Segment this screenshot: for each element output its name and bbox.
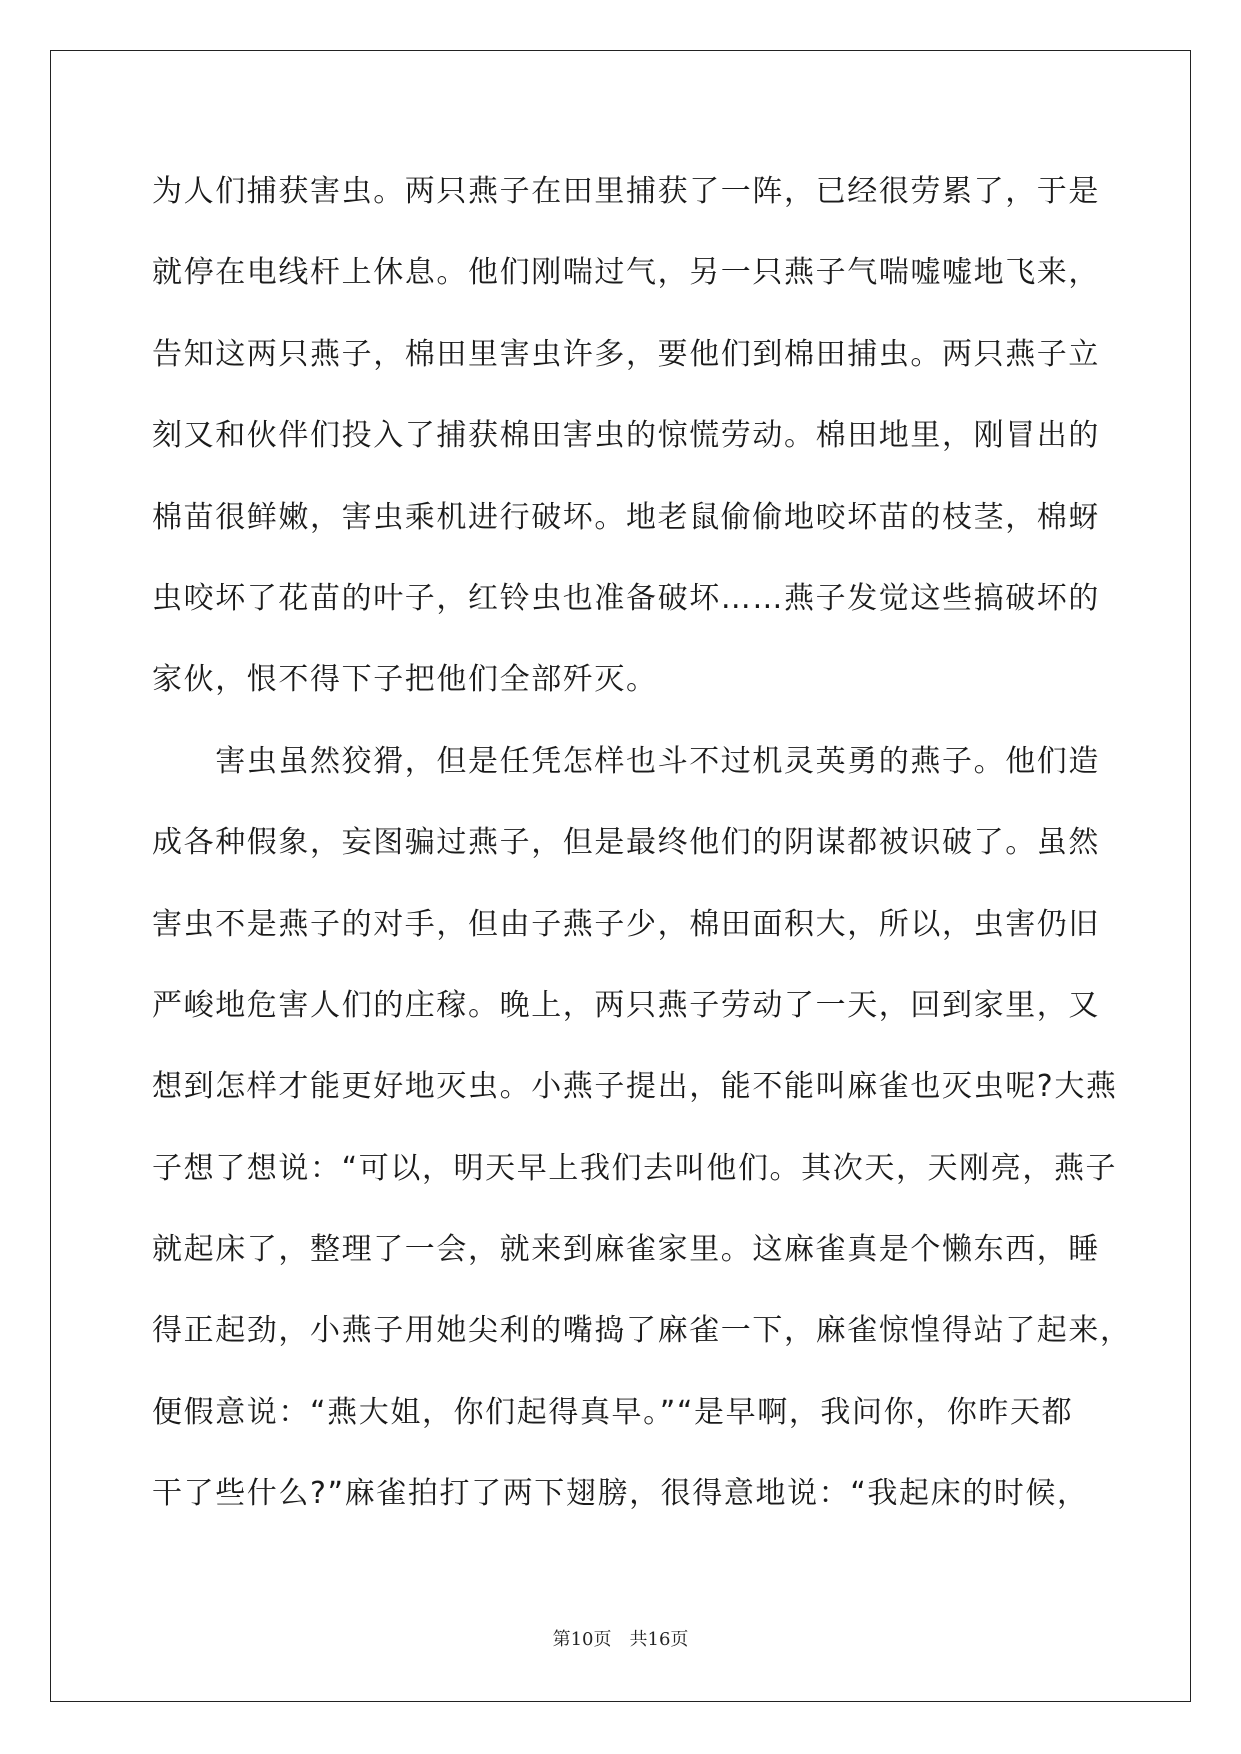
text-line: 害虫不是燕子的对手，但由子燕子少，棉田面积大，所以，虫害仍旧	[152, 906, 1100, 942]
text-line: 严峻地危害人们的庄稼。晚上，两只燕子劳动了一天，回到家里，又	[152, 987, 1100, 1023]
text-line: 就停在电线杆上休息。他们刚喘过气，另一只燕子气喘嘘嘘地飞来，	[152, 255, 1100, 291]
text-line: 刻又和伙伴们投入了捕获棉田害虫的惊慌劳动。棉田地里，刚冒出的	[152, 418, 1100, 454]
page-number-footer: 第10页 共16页	[552, 1629, 689, 1650]
text-line: 棉苗很鲜嫩，害虫乘机进行破坏。地老鼠偷偷地咬坏苗的枝茎，棉蚜	[152, 499, 1100, 535]
text-line: 想到怎样才能更好地灭虫。小燕子提出，能不能叫麻雀也灭虫呢?大燕	[152, 1069, 1118, 1105]
text-line: 害虫虽然狡猾，但是任凭怎样也斗不过机灵英勇的燕子。他们造	[152, 743, 1100, 779]
text-line: 虫咬坏了花苗的叶子，红铃虫也准备破坏……燕子发觉这些搞破坏的	[152, 580, 1100, 616]
text-line: 家伙，恨不得下子把他们全部歼灭。	[152, 662, 658, 698]
text-line: 告知这两只燕子，棉田里害虫许多，要他们到棉田捕虫。两只燕子立	[152, 336, 1100, 372]
text-line: 子想了想说：“可以，明天早上我们去叫他们。其次天，天刚亮，燕子	[152, 1150, 1118, 1186]
text-line: 就起床了，整理了一会，就来到麻雀家里。这麻雀真是个懒东西，睡	[152, 1232, 1100, 1268]
document-body	[152, 164, 1132, 1548]
text-line: 得正起劲，小燕子用她尖利的嘴捣了麻雀一下，麻雀惊惶得站了起来，	[152, 1313, 1132, 1349]
text-line: 成各种假象，妄图骗过燕子，但是最终他们的阴谋都被识破了。虽然	[152, 825, 1100, 861]
text-line: 为人们捕获害虫。两只燕子在田里捕获了一阵，已经很劳累了，于是	[152, 174, 1100, 209]
text-line: 干了些什么?”麻雀拍打了两下翅膀，很得意地说：“我起床的时候，	[152, 1476, 1089, 1512]
text-line: 便假意说：“燕大姐，你们起得真早。”“是早啊，我问你，你昨天都	[152, 1394, 1074, 1430]
